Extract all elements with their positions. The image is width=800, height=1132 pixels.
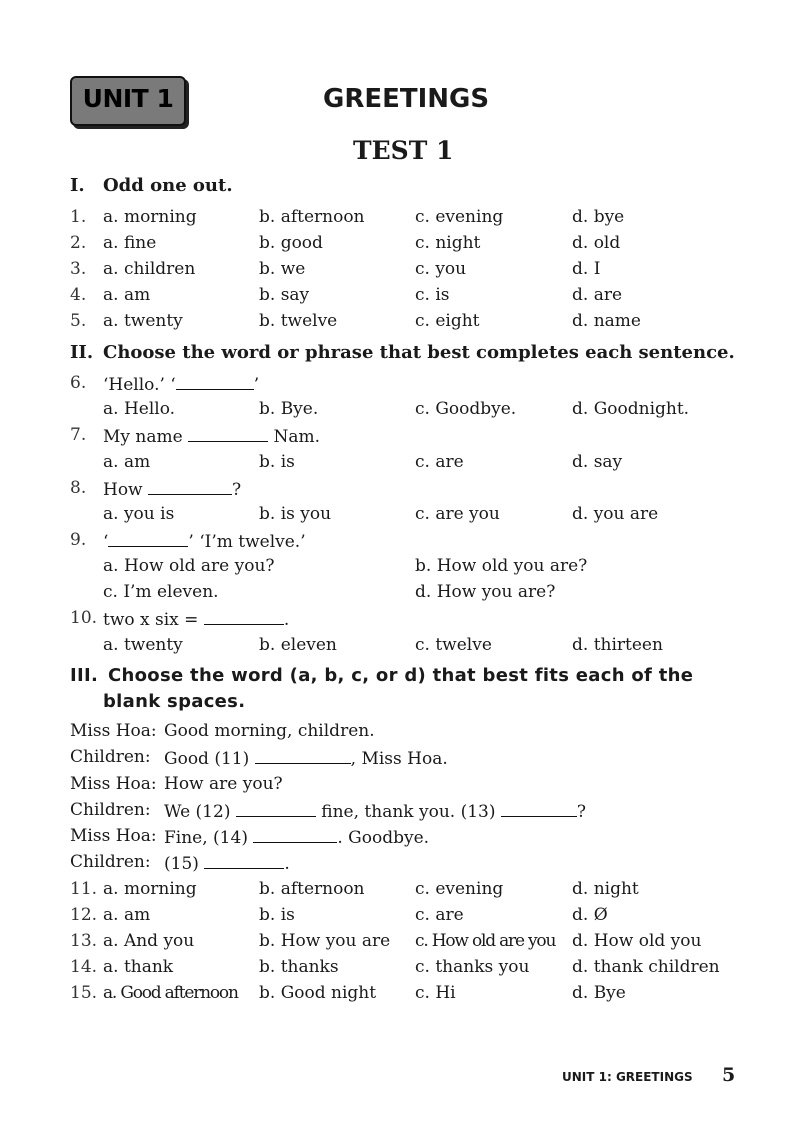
dialogue-speaker: Children: [70, 800, 151, 820]
page-number: 5 [722, 1064, 736, 1086]
unit-badge: UNIT 1 [70, 76, 186, 126]
option-b: b. we [259, 259, 306, 279]
option-c: c. are [415, 452, 464, 472]
option-d: d. say [572, 452, 623, 472]
option-d: d. name [572, 311, 641, 331]
section-1-heading: Odd one out. [103, 175, 233, 196]
question-number: 13. [70, 931, 98, 951]
option-c: c. eight [415, 311, 480, 331]
line-post: . [284, 854, 290, 874]
test-title: TEST 1 [353, 136, 454, 165]
question-number: 10. [70, 608, 98, 628]
option-c: c. Hi [415, 983, 456, 1003]
answer-blank[interactable] [148, 478, 232, 495]
line-post: . Goodbye. [337, 828, 430, 848]
answer-blank[interactable] [108, 530, 188, 547]
option-d: d. Goodnight. [572, 399, 690, 419]
option-a: a. children [103, 259, 196, 279]
option-d: d. night [572, 879, 639, 899]
option-d: d. How you are? [415, 582, 556, 602]
option-b: b. say [259, 285, 310, 305]
question-number: 5. [70, 311, 87, 331]
dialogue-speaker: Miss Hoa: [70, 774, 157, 794]
question-number: 9. [70, 530, 87, 550]
option-c: c. How old are you [415, 931, 556, 951]
answer-blank[interactable] [204, 608, 284, 625]
option-d: d. are [572, 285, 623, 305]
stem-pre: ‘Hello.’ ‘ [103, 375, 176, 395]
option-a: a. you is [103, 504, 175, 524]
footer-label: UNIT 1: GREETINGS [562, 1070, 693, 1084]
option-d: d. thirteen [572, 635, 663, 655]
stem-post: ’ ‘I’m twelve.’ [188, 532, 306, 552]
line-pre: (15) [164, 854, 199, 874]
option-a: a. morning [103, 879, 197, 899]
option-b: b. twelve [259, 311, 338, 331]
option-a: a. Good afternoon [103, 983, 238, 1003]
stem-pre: How [103, 480, 143, 500]
line-mid: fine, thank you. (13) [321, 802, 496, 822]
dialogue-speaker: Miss Hoa: [70, 721, 157, 741]
option-c: c. thanks you [415, 957, 530, 977]
option-a: a. How old are you? [103, 556, 275, 576]
option-d: d. bye [572, 207, 625, 227]
option-d: d. thank children [572, 957, 720, 977]
answer-blank[interactable] [188, 425, 268, 442]
stem-pre: My name [103, 427, 183, 447]
option-b: b. good [259, 233, 323, 253]
option-d: d. Ø [572, 905, 608, 925]
dialogue-line [164, 826, 429, 848]
question-number: 3. [70, 259, 87, 279]
question-number: 4. [70, 285, 87, 305]
option-a: a. am [103, 452, 151, 472]
option-d: d. How old you [572, 931, 702, 951]
option-b: b. Good night [259, 983, 377, 1003]
answer-blank-12[interactable] [236, 800, 316, 817]
stem-post: ’ [253, 375, 260, 395]
option-b: b. is [259, 905, 295, 925]
option-c: c. are [415, 905, 464, 925]
question-number: 12. [70, 905, 98, 925]
line-post: , Miss Hoa. [350, 749, 448, 769]
section-3-numeral: III. [70, 665, 99, 686]
option-b: b. eleven [259, 635, 337, 655]
question-number: 15. [70, 983, 98, 1003]
option-b: b. Bye. [259, 399, 319, 419]
stem-pre: ‘ [103, 532, 109, 552]
option-a: a. am [103, 285, 151, 305]
line-post: ? [576, 802, 587, 822]
option-b: b. is [259, 452, 295, 472]
question-number: 6. [70, 373, 87, 393]
dialogue-line [164, 852, 290, 874]
option-d: d. Bye [572, 983, 626, 1003]
section-3-heading-line2: blank spaces. [103, 691, 246, 712]
question-10-stem [103, 608, 289, 630]
question-number: 2. [70, 233, 87, 253]
option-c: c. twelve [415, 635, 492, 655]
question-number: 14. [70, 957, 98, 977]
option-b: b. How you are [259, 931, 391, 951]
option-c: c. you [415, 259, 467, 279]
option-b: b. afternoon [259, 207, 365, 227]
answer-blank-14[interactable] [253, 826, 337, 843]
dialogue-speaker: Children: [70, 852, 151, 872]
answer-blank-15[interactable] [204, 852, 284, 869]
question-9-stem [103, 530, 306, 552]
line-pre: Fine, (14) [164, 828, 248, 848]
stem-post: . [283, 610, 290, 630]
option-a: a. Hello. [103, 399, 176, 419]
line-pre: We (12) [164, 802, 231, 822]
question-number: 8. [70, 478, 87, 498]
question-number: 1. [70, 207, 87, 227]
question-8-stem [103, 478, 241, 500]
section-2-heading: Choose the word or phrase that best completes each sentence. [103, 342, 735, 363]
option-a: a. am [103, 905, 151, 925]
question-number: 11. [70, 879, 98, 899]
option-d: d. I [572, 259, 601, 279]
option-b: b. thanks [259, 957, 339, 977]
option-c: c. night [415, 233, 481, 253]
line-pre: Good (11) [164, 749, 250, 769]
option-a: a. And you [103, 931, 195, 951]
dialogue-speaker: Children: [70, 747, 151, 767]
option-d: d. you are [572, 504, 659, 524]
dialogue-line: How are you? [164, 774, 283, 794]
option-d: d. old [572, 233, 621, 253]
dialogue-line [164, 800, 586, 822]
answer-blank[interactable] [176, 373, 254, 390]
option-a: a. morning [103, 207, 197, 227]
stem-pre: two x six = [103, 610, 199, 630]
stem-post: Nam. [273, 427, 321, 447]
option-c: c. are you [415, 504, 500, 524]
dialogue-speaker: Miss Hoa: [70, 826, 157, 846]
section-3-heading-line1: Choose the word (a, b, c, or d) that best fits each of the [108, 665, 694, 686]
option-a: a. thank [103, 957, 174, 977]
option-b: b. afternoon [259, 879, 365, 899]
option-a: a. fine [103, 233, 157, 253]
option-a: a. twenty [103, 311, 183, 331]
option-c: c. is [415, 285, 450, 305]
page-title: GREETINGS [323, 84, 490, 114]
option-b: b. How old you are? [415, 556, 588, 576]
stem-post: ? [232, 480, 242, 500]
question-7-stem [103, 425, 320, 447]
question-6-stem [103, 373, 259, 395]
dialogue-line [164, 747, 448, 769]
option-b: b. is you [259, 504, 332, 524]
question-number: 7. [70, 425, 87, 445]
answer-blank-13[interactable] [501, 800, 577, 817]
option-a: a. twenty [103, 635, 183, 655]
section-1-numeral: I. [70, 175, 85, 196]
option-c: c. Goodbye. [415, 399, 517, 419]
option-c: c. evening [415, 879, 504, 899]
option-c: c. I’m eleven. [103, 582, 219, 602]
section-2-numeral: II. [70, 342, 94, 363]
dialogue-line: Good morning, children. [164, 721, 375, 741]
option-c: c. evening [415, 207, 504, 227]
answer-blank-11[interactable] [255, 747, 351, 764]
